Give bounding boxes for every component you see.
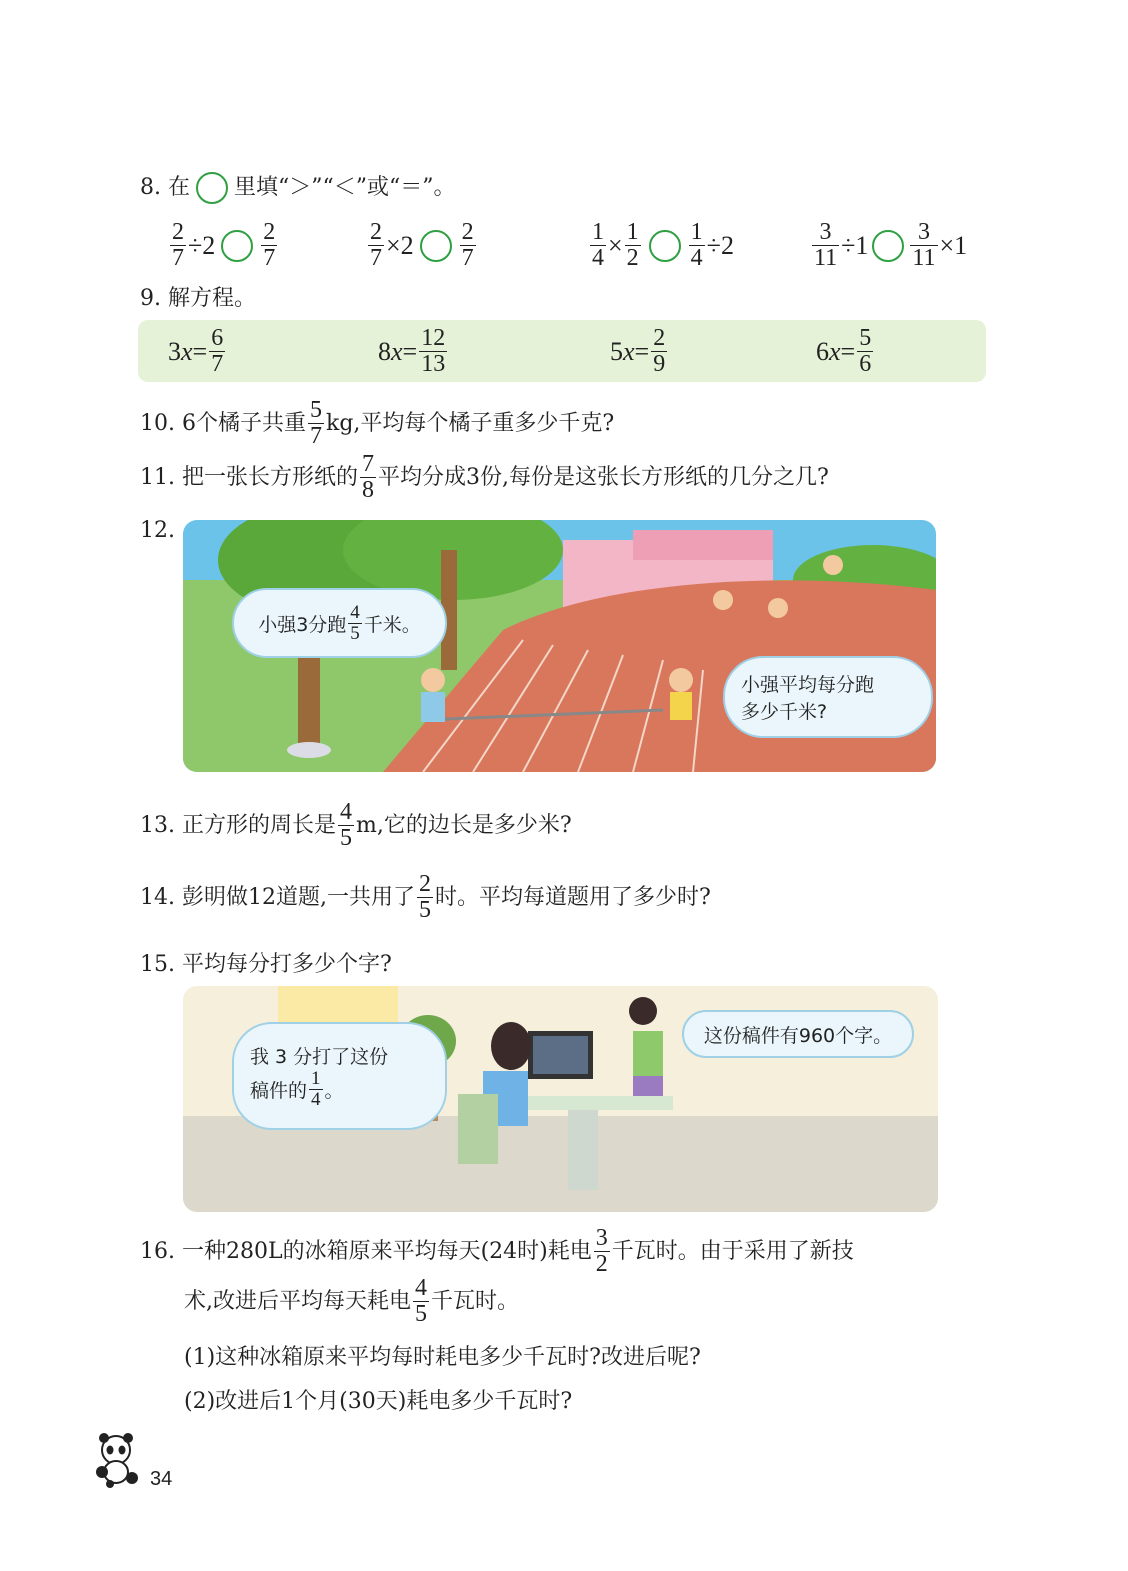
q8-item-4 bbox=[810, 220, 967, 271]
fraction: $\frac{1}{4}$ bbox=[311, 1068, 321, 1110]
compare-circle[interactable] bbox=[649, 230, 681, 262]
fraction: $\frac{2}{7}$ bbox=[370, 219, 382, 272]
q8-item-2 bbox=[366, 220, 478, 271]
fraction: $\frac{1}{2}$ bbox=[626, 219, 639, 272]
fraction: $\frac{2}{7}$ bbox=[263, 219, 276, 272]
q10: 10. 6个橘子共重 $\frac{5}{7}$ kg,平均每个橘子重多少千克? bbox=[140, 397, 615, 450]
q8-item-3 bbox=[588, 220, 734, 271]
q16-sub1: (1)这种冰箱原来平均每时耗电多少千瓦时?改进后呢? bbox=[184, 1345, 701, 1370]
q14: 14. 彭明做12道题,一共用了 $\frac{2}{5}$ 时。平均每道题用了多少时? bbox=[140, 871, 711, 924]
page-number: 34 bbox=[150, 1468, 173, 1490]
q13: 13. 正方形的周长是 $\frac{4}{5}$ m,它的边长是多少米? bbox=[140, 799, 572, 852]
q11: 11. 把一张长方形纸的 $\frac{7}{8}$ 平均分成3份,每份是这张长方形纸的几分之几? bbox=[140, 451, 829, 504]
speech-bubble-right: 小强平均每分跑 多少千米? bbox=[723, 656, 933, 738]
q8-number: 8. 在 bbox=[140, 175, 190, 200]
equation-4: 6 x = $\frac{5}{6}$ bbox=[816, 325, 872, 378]
fraction: $\frac{5}{7}$ bbox=[309, 397, 322, 450]
fraction: $\frac{6}{7}$ bbox=[211, 325, 224, 378]
fraction: $\frac{2}{7}$ bbox=[172, 219, 184, 272]
fraction: $\frac{4}{5}$ bbox=[415, 1275, 427, 1328]
speech-bubble-left: 小强3分跑 $\frac{4}{5}$ 千米。 bbox=[232, 588, 447, 658]
fraction: $\frac{3}{11}$ bbox=[814, 219, 838, 272]
fraction: $\frac{12}{13}$ bbox=[421, 325, 446, 378]
equation-1: 3 x = $\frac{6}{7}$ bbox=[168, 325, 224, 378]
equation-3: 5 x = $\frac{2}{9}$ bbox=[610, 325, 666, 378]
q12-label: 12. bbox=[140, 518, 175, 543]
fraction: $\frac{4}{5}$ bbox=[339, 799, 352, 852]
speech-bubble-left: 我 3 分打了这份 稿件的 $\frac{1}{4}$ 。 bbox=[232, 1022, 447, 1130]
fraction: $\frac{4}{5}$ bbox=[350, 601, 360, 644]
q8-item-1 bbox=[168, 220, 279, 271]
operator: ×1 bbox=[939, 230, 968, 260]
q16-sub2: (2)改进后1个月(30天)耗电多少千瓦时? bbox=[184, 1389, 573, 1414]
compare-circle[interactable] bbox=[872, 230, 904, 262]
q8-title bbox=[140, 172, 455, 204]
operator: × bbox=[608, 230, 623, 260]
operator: ×2 bbox=[386, 230, 414, 260]
fraction: $\frac{5}{6}$ bbox=[859, 325, 872, 378]
fraction: $\frac{1}{4}$ bbox=[592, 219, 604, 272]
equation-2: 8 x = $\frac{12}{13}$ bbox=[378, 325, 446, 378]
compare-circle[interactable] bbox=[420, 230, 452, 262]
q16-line2: 术,改进后平均每天耗电 $\frac{4}{5}$ 千瓦时。 bbox=[184, 1275, 520, 1328]
answer-circle-icon bbox=[196, 172, 228, 204]
panda-icon bbox=[92, 1432, 140, 1488]
operator: ÷2 bbox=[706, 230, 734, 260]
fraction: $\frac{7}{8}$ bbox=[361, 451, 374, 504]
operator: ÷1 bbox=[841, 230, 869, 260]
fraction: $\frac{1}{4}$ bbox=[690, 219, 703, 272]
fraction: $\frac{2}{9}$ bbox=[653, 325, 666, 378]
operator: ÷2 bbox=[188, 230, 216, 260]
fraction: $\frac{2}{7}$ bbox=[461, 219, 474, 272]
q8-instruction: 里填“＞”“＜”或“＝”。 bbox=[233, 175, 456, 200]
fraction: $\frac{2}{5}$ bbox=[418, 871, 431, 924]
speech-bubble-right: 这份稿件有960个字。 bbox=[682, 1010, 914, 1058]
q15-title: 15. 平均每分打多少个字? bbox=[140, 952, 392, 977]
compare-circle[interactable] bbox=[221, 230, 253, 262]
q16-line1: 16. 一种280L的冰箱原来平均每天(24时)耗电 $\frac{3}{2}$ 千瓦时。由于采用了新技 bbox=[140, 1225, 854, 1278]
q9-title: 9. 解方程。 bbox=[140, 286, 256, 311]
fraction: $\frac{3}{2}$ bbox=[595, 1225, 608, 1278]
fraction: $\frac{3}{11}$ bbox=[912, 219, 936, 272]
